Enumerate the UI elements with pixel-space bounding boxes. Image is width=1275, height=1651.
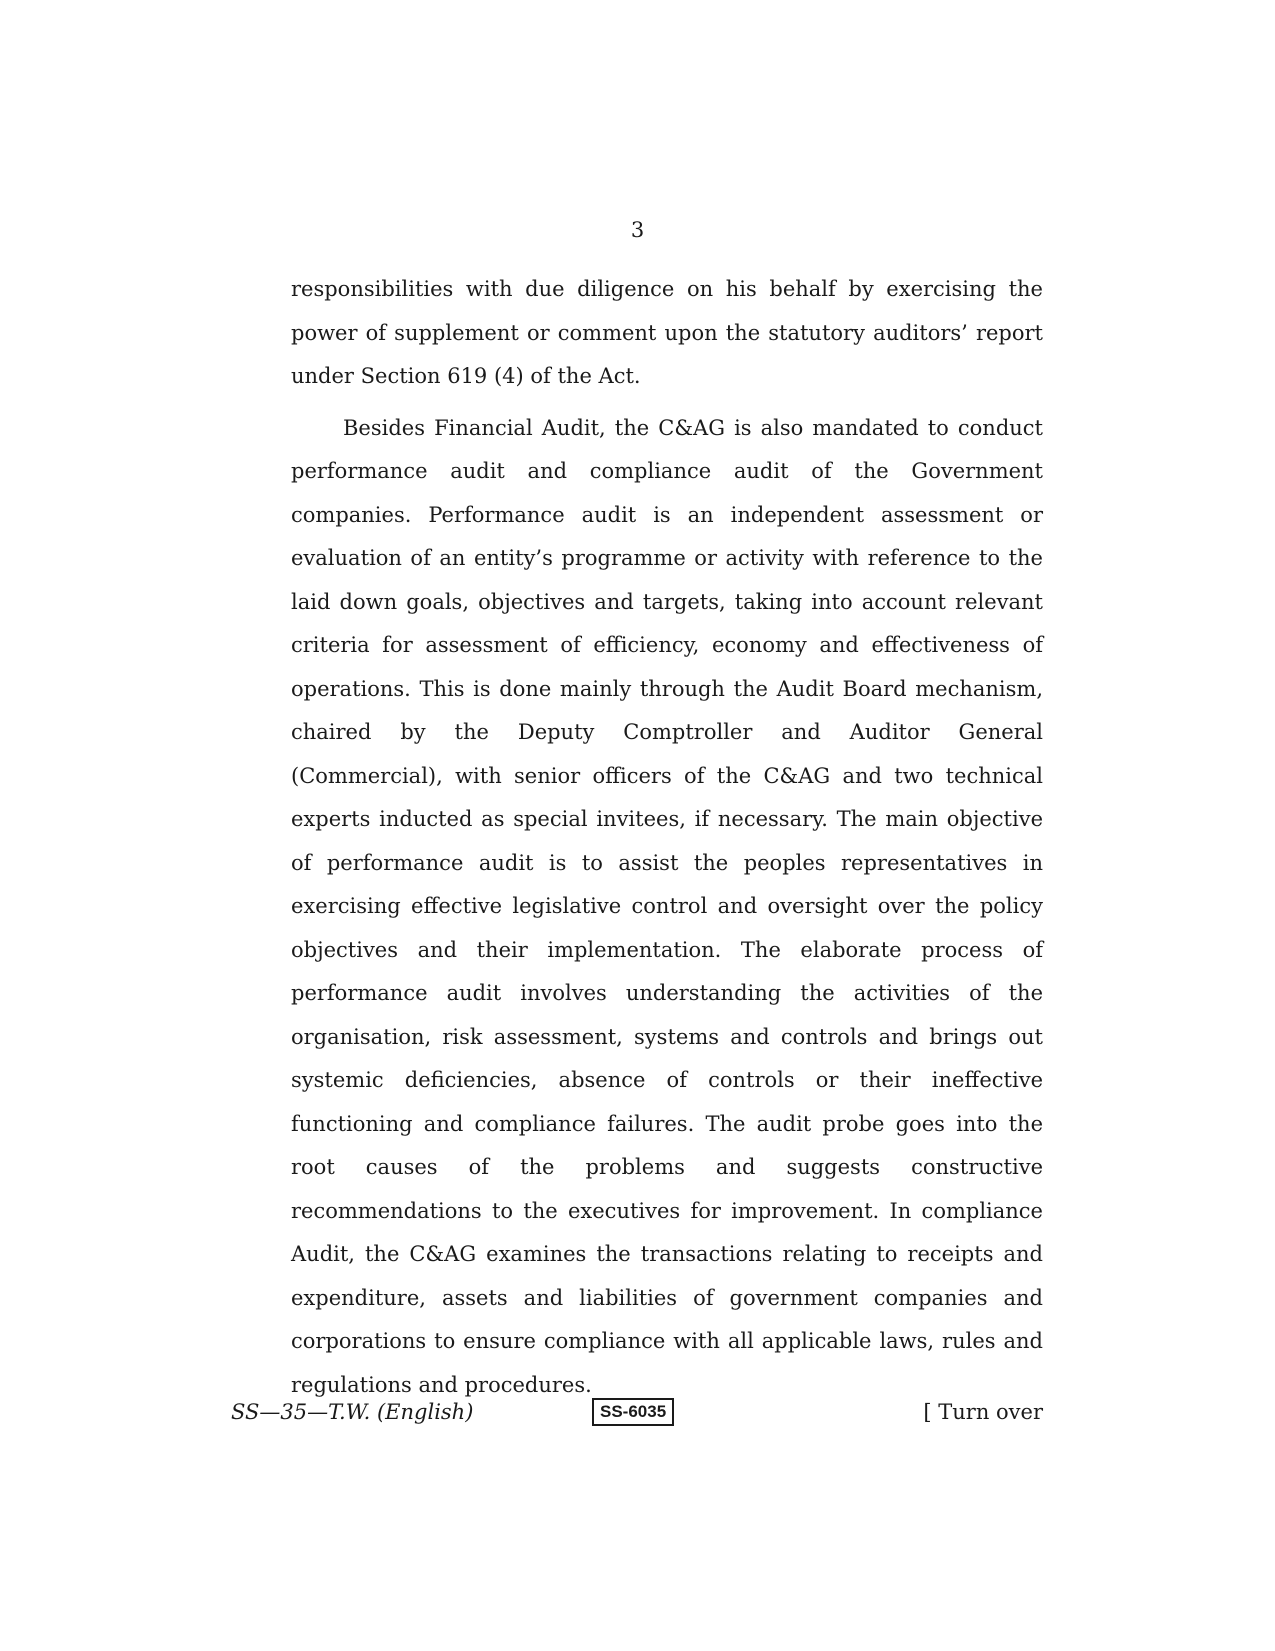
- footer-document-reference: SS—35—T.W. (English): [231, 1400, 474, 1424]
- footer-code-box: SS-6035: [592, 1398, 674, 1426]
- document-body: [291, 268, 1043, 1407]
- paragraph-audit-description: Besides Financial Audit, the C&AG is also mandated to conduct performance audit and compliance audit of the Government companies. Performance audit is an independent assessment or evaluation of an entity’s programme or activity with reference to the laid down goals, objectives and targets, taking into account relevant criteria for assessment of efficiency, economy and effectiveness of operations. This is done mainly through the Audit Board mechanism, chaired by the Deputy Comptroller and Auditor General (Commercial), with senior officers of the C&AG and two technical experts inducted as special invitees, if necessary. The main objective of performance audit is to assist the peoples representatives in exercising effective legislative control and oversight over the policy objectives and their implementation. The elaborate process of performance audit involves understanding the activities of the organisation, risk assessment, systems and controls and brings out systemic deficiencies, absence of controls or their ineffective functioning and compliance failures. The audit probe goes into the root causes of the problems and suggests constructive recommendations to the executives for improvement. In compliance Audit, the C&AG examines the transactions relating to receipts and expenditure, assets and liabilities of government companies and corporations to ensure compliance with all applicable laws, rules and regulations and procedures.: [291, 415, 1043, 1397]
- page-footer: [231, 1398, 1043, 1432]
- page-number: 3: [630, 218, 645, 242]
- footer-turn-over: [ Turn over: [923, 1400, 1043, 1424]
- paragraph-continuation: responsibilities with due diligence on his behalf by exercising the power of supplement or comment upon the statutory auditors’ report under Section 619 (4) of the Act.: [291, 277, 1043, 388]
